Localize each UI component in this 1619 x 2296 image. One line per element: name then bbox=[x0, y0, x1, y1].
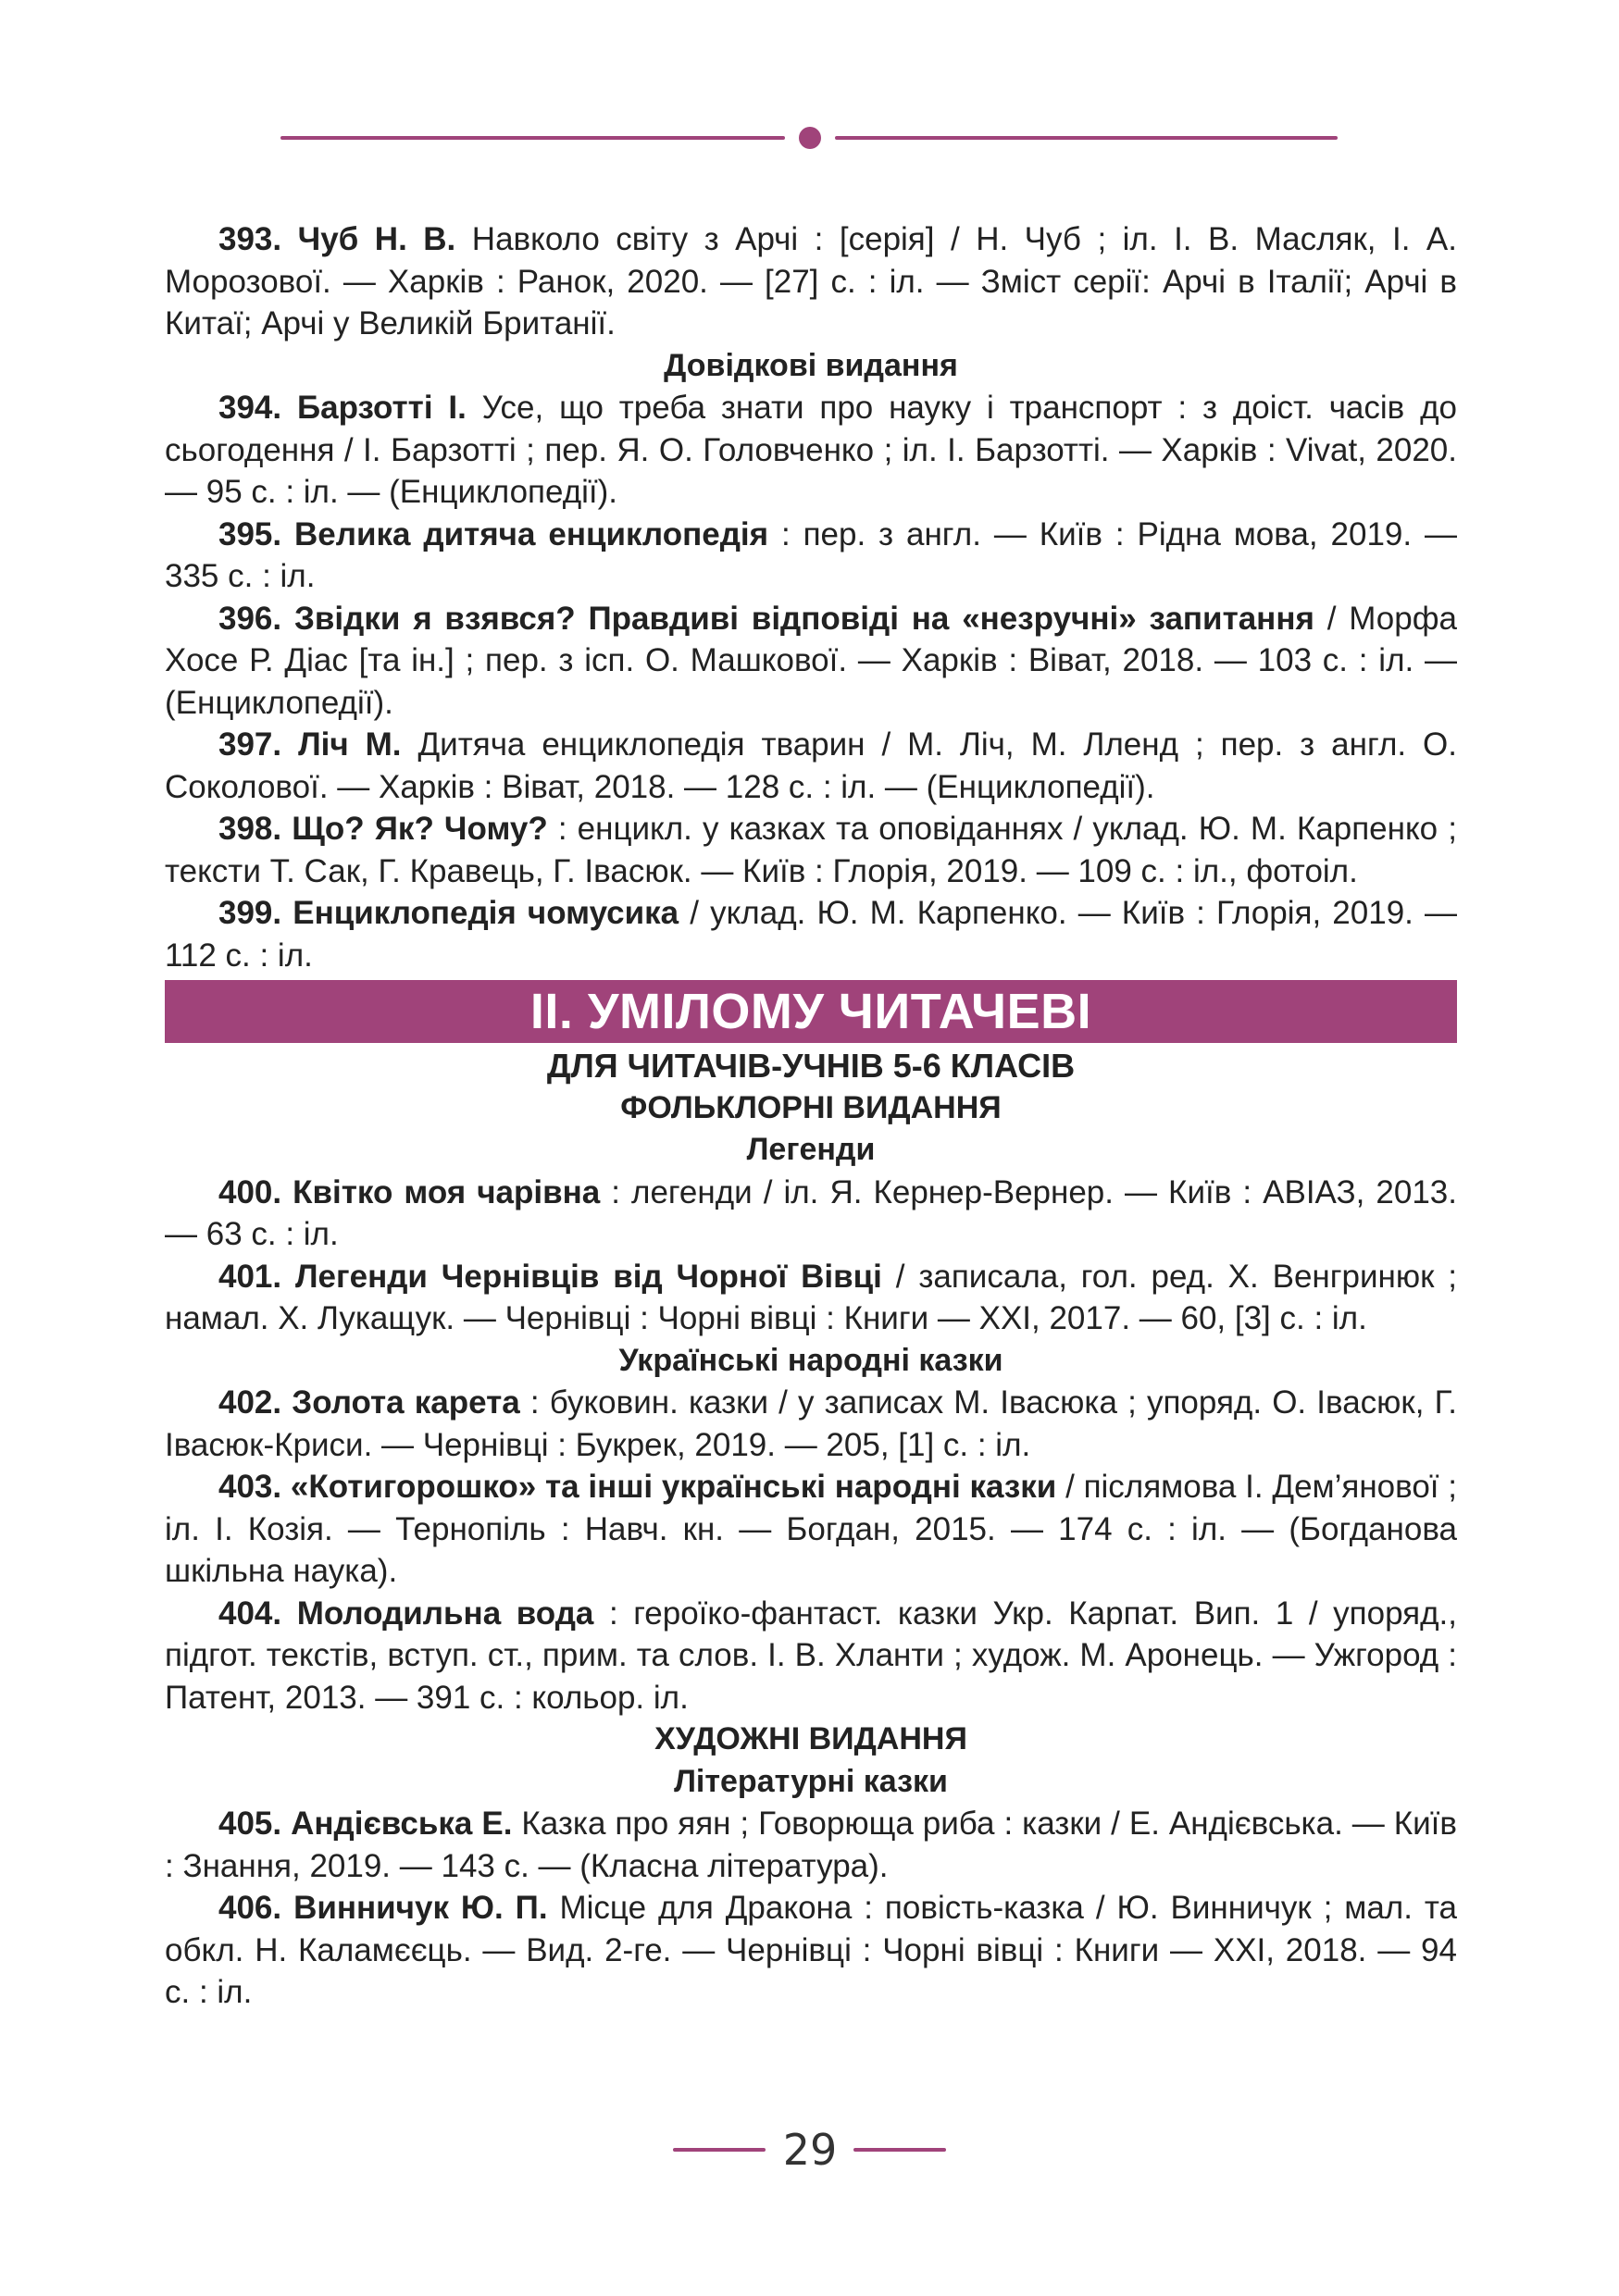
subheading-readers: ДЛЯ ЧИТАЧІВ-УЧНІВ 5-6 КЛАСІВ bbox=[546, 1047, 1076, 1085]
bibliography-entry: 405. Андієвська Е. Казка про яян ; Говорюща риба : казки / Е. Андієвська. — Київ : Знання, 2019. — 143 с. — (Класна література). bbox=[165, 1806, 1457, 1884]
section-heading-literary-tales: Літературні казки bbox=[674, 1763, 948, 1799]
bibliography-entry: 404. Молодильна вода : героїко-фантаст. казки Укр. Карпат. Вип. 1 / упоряд., підгот. текстів, вступ. ст., прим. та слов. І. В. Хланти ; худож. М. Аронець. — Ужгород : Патент, 2013. — 391 с. : кольор. іл. bbox=[165, 1595, 1458, 1716]
entry-author: Чуб Н. В. bbox=[297, 221, 456, 257]
entry-description: Навколо світу з Арчі : [серія] / Н. Чуб ; іл. І. В. Масляк, І. А. Морозової. — Харків : Ранок, 2020. — [27] с. : іл. — Зміст серії: Арчі в Італії; Арчі в Китаї; Арчі у Великій Британії. bbox=[165, 221, 1457, 341]
entries-top bbox=[165, 218, 1457, 345]
section-heading-legends: Легенди bbox=[746, 1132, 876, 1167]
bibliography-entry: 399. Енциклопедія чомусика / уклад. Ю. М. Карпенко. — Київ : Глорія, 2019. — 112 с. : іл. bbox=[165, 895, 1457, 974]
entries-literary-tales bbox=[165, 1803, 1457, 2014]
bibliography-entry: 395. Велика дитяча енциклопедія : пер. з англ. — Київ : Рідна мова, 2019. — 335 с. : іл. bbox=[165, 515, 1457, 594]
page-footer bbox=[0, 2122, 1619, 2178]
section-banner: ІІ. УМІЛОМУ ЧИТАЧЕВІ bbox=[165, 980, 1457, 1043]
section-heading-folk-tales: Українські народні казки bbox=[618, 1342, 1003, 1378]
page-content bbox=[165, 218, 1457, 2014]
bibliography-entry: 394. Барзотті І. Усе, що треба знати про науку і транспорт : з доіст. часів до сьогодення / І. Барзотті ; пер. Я. О. Головченко ; іл. І. Барзотті. — Харків : Vivat, 2020. — 95 с. : іл. — (Енциклопедії). bbox=[165, 390, 1457, 510]
bibliography-entry: 403. «Котигорошко» та інші українські народні казки / післямова І. Дем’янової ; іл. І. Козія. — Тернопіль : Навч. кн. — Богдан, 2015. — 174 с. : іл. — (Богданова шкільна наука). bbox=[165, 1469, 1457, 1589]
ornament-dot bbox=[799, 127, 821, 149]
ornament-line-left bbox=[280, 136, 785, 140]
bibliography-entry: 398. Що? Як? Чому? : енцикл. у казках та оповіданнях / уклад. Ю. М. Карпенко ; тексти Т. Сак, Г. Кравець, Г. Івасюк. — Київ : Глорія, 2019. — 109 с. : іл., фотоіл. bbox=[165, 811, 1457, 889]
bibliography-entry: 406. Винничук Ю. П. Місце для Дракона : повість-казка / Ю. Винничук ; мал. та обкл. Н. Каламєєць. — Вид. 2-ге. — Чернівці : Чорні вівці : Книги — XXI, 2018. — 94 с. : іл. bbox=[165, 1890, 1457, 2010]
footer-line-right bbox=[853, 2148, 946, 2152]
section-heading-fiction: ХУДОЖНІ ВИДАННЯ bbox=[654, 1721, 967, 1756]
entries-reference bbox=[165, 387, 1457, 976]
bibliography-entry: 401. Легенди Чернівців від Чорної Вівці / записала, гол. ред. Х. Венгринюк ; намал. Х. Лукащук. — Чернівці : Чорні вівці : Книги — XXI, 2017. — 60, [3] с. : іл. bbox=[165, 1258, 1457, 1336]
entries-legends bbox=[165, 1172, 1457, 1340]
entries-folk-tales bbox=[165, 1382, 1457, 1719]
page-number: 29 bbox=[782, 2125, 838, 2175]
section-heading-folklore: ФОЛЬКЛОРНІ ВИДАННЯ bbox=[620, 1089, 1002, 1125]
bibliography-entry: 396. Звідки я взявся? Правдиві відповіді на «незручні» запитання / Морфа Хосе Р. Діас [та ін.] ; пер. з ісп. О. Машкової. — Харків : Віват, 2018. — 103 с. : іл. — (Енциклопедії). bbox=[165, 600, 1457, 721]
section-heading-reference: Довідкові видання bbox=[664, 347, 958, 383]
bibliography-entry: 400. Квітко моя чарівна : легенди / іл. Я. Кернер-Вернер. — Київ : АВІАЗ, 2013. — 63 с. : іл. bbox=[165, 1173, 1457, 1252]
ornament-line-right bbox=[835, 136, 1338, 140]
top-ornament bbox=[0, 126, 1619, 150]
footer-line-left bbox=[673, 2148, 766, 2152]
bibliography-entry: 402. Золота карета : буковин. казки / у записах М. Івасюка ; упоряд. О. Івасюк, Г. Івасюк-Криси. — Чернівці : Букрек, 2019. — 205, [1] с. : іл. bbox=[165, 1384, 1457, 1463]
bibliography-entry: 397. Ліч М. Дитяча енциклопедія тварин / М. Ліч, М. Лленд ; пер. з англ. О. Соколової. — Харків : Віват, 2018. — 128 с. : іл. — (Енциклопедії). bbox=[165, 726, 1457, 805]
bibliography-entry: 393. Чуб Н. В. Навколо світу з Арчі : [серія] / Н. Чуб ; іл. І. В. Масляк, І. А. Морозової. — Харків : Ранок, 2020. — [27] с. : іл. — Зміст серії: Арчі в Італії; Арчі в Китаї; Арчі у Великій Британії. bbox=[165, 221, 1457, 341]
